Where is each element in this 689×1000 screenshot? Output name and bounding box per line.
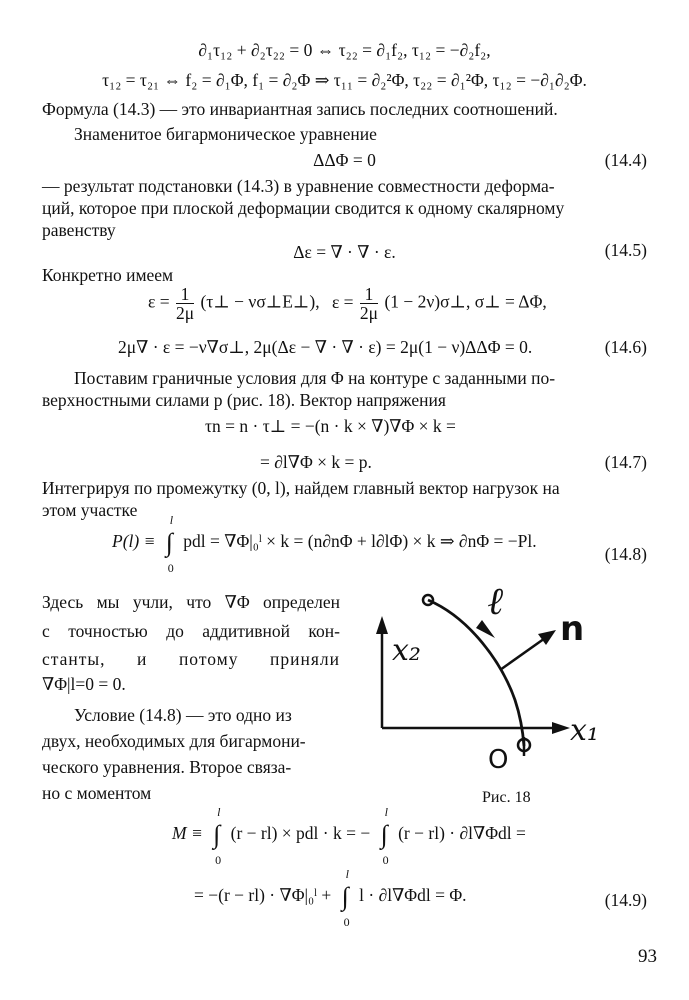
- equation-number: (14.8): [604, 544, 647, 564]
- text-line: станты, и потому приняли: [42, 649, 340, 669]
- label-l: ℓ: [488, 578, 505, 623]
- text-line: Условие (14.8) — это одно из: [74, 705, 292, 725]
- text-line: верхностными силами p (рис. 18). Вектор напряжения: [42, 390, 446, 410]
- text-line: ∇Φ|l=0 = 0.: [42, 674, 126, 694]
- text-line: Конкретно имеем: [42, 265, 174, 285]
- equation-strain-divergence: 2μ∇ · ε = −ν∇σ⊥, 2μ(Δε − ∇ · ∇ · ε) = 2μ(1 − ν)ΔΔΦ = 0.: [118, 337, 533, 357]
- integral-sign: ∫ l 0: [165, 513, 174, 575]
- text-line: но с моментом: [42, 783, 152, 803]
- text-line: Знаменитое бигармоническое уравнение: [74, 124, 377, 144]
- equation-number: (14.4): [604, 150, 647, 170]
- page-number: 93: [638, 946, 657, 967]
- equation-equilibrium: ∂₁τ₁₂ + ∂₂τ₂₂ = 0 ⇔ τ₂₂ = ∂₁f₂, τ₁₂ = −∂₂f₂,: [198, 40, 491, 60]
- text-line: ческого уравнения. Второе связа-: [42, 757, 292, 777]
- label-x1: x₁: [570, 713, 599, 748]
- equation-stress-function: τ₁₂ = τ₂₁ ⇔ f₂ = ∂₁Φ, f₁ = ∂₂Φ ⇒ τ₁₁ = ∂₂²Φ, τ₂₂ = ∂₁²Φ, τ₁₂ = −∂₁∂₂Φ.: [102, 70, 587, 90]
- text-line: ций, которое при плоской деформации сводится к одному скалярному: [42, 198, 565, 218]
- x1-arrow-icon: [552, 722, 570, 734]
- label-origin: O: [488, 745, 509, 775]
- normal-arrow-icon: [538, 630, 556, 645]
- label-n: n: [560, 609, 585, 649]
- text-line: этом участке: [42, 500, 138, 520]
- fraction: $\frac{1}{2\mu}$: [175, 284, 195, 323]
- equation-stress-vector-result: = ∂l∇Φ × k = p.: [260, 452, 372, 472]
- label-x2: x₂: [392, 633, 421, 668]
- fraction: $\frac{1}{2\mu}$: [359, 284, 379, 323]
- equation-main-load-vector: P(l) ≡ ∫ l 0 pdl = ∇Φ|₀ˡ × k = (n∂nΦ + l∂lΦ) × k ⇒ ∂nΦ = −Pl.: [112, 513, 537, 575]
- x2-arrow-icon: [376, 616, 388, 634]
- text-line: Интегрируя по промежутку (0, l), найдем главный вектор нагрузок на: [42, 478, 560, 498]
- text-line: — результат подстановки (14.3) в уравнение совместности деформа-: [42, 176, 555, 196]
- integral-sign: ∫ l 0: [380, 805, 389, 867]
- text-line: равенству: [42, 220, 116, 240]
- integral-sign: ∫ l 0: [213, 805, 222, 867]
- text-line: Здесь мы учли, что ∇Φ определен: [42, 592, 340, 612]
- equation-number: (14.5): [604, 240, 647, 260]
- equation-strain: ε = $\frac{1}{2\mu}$ (τ⊥ − νσ⊥E⊥), ε = $\frac{1}{2\mu}$ (1 − 2ν)σ⊥, σ⊥ = ΔΦ,: [148, 284, 547, 323]
- equation-moment-result: = −(r − rl) · ∇Φ|₀ˡ + ∫ l 0 l · ∂l∇Φdl = Φ.: [194, 867, 467, 929]
- integral-sign: ∫ l 0: [341, 867, 350, 929]
- text-line: с точностью до аддитивной кон-: [42, 621, 340, 641]
- text-line: двух, необходимых для бигармони-: [42, 731, 306, 751]
- equation-number: (14.9): [604, 890, 647, 910]
- figure-18-diagram: [370, 578, 610, 808]
- equation-stress-vector: τn = n · τ⊥ = −(n · k × ∇)∇Φ × k =: [205, 416, 456, 436]
- figure-caption: Рис. 18: [482, 789, 531, 806]
- contour-curve: [428, 600, 524, 746]
- normal-vector: [500, 636, 548, 670]
- equation-compatibility: Δε = ∇ · ∇ · ε.: [293, 242, 396, 262]
- equation-moment: M ≡ ∫ l 0 (r − rl) × pdl · k = − ∫ l 0 (r − rl) · ∂l∇Φdl =: [172, 805, 526, 867]
- equation-biharmonic: ΔΔΦ = 0: [313, 150, 376, 170]
- equation-number: (14.7): [604, 452, 647, 472]
- text-line: Поставим граничные условия для Φ на контуре с заданными по-: [74, 368, 556, 388]
- text-line: Формула (14.3) — это инвариантная запись последних соотношений.: [42, 99, 558, 119]
- equation-number: (14.6): [604, 337, 647, 357]
